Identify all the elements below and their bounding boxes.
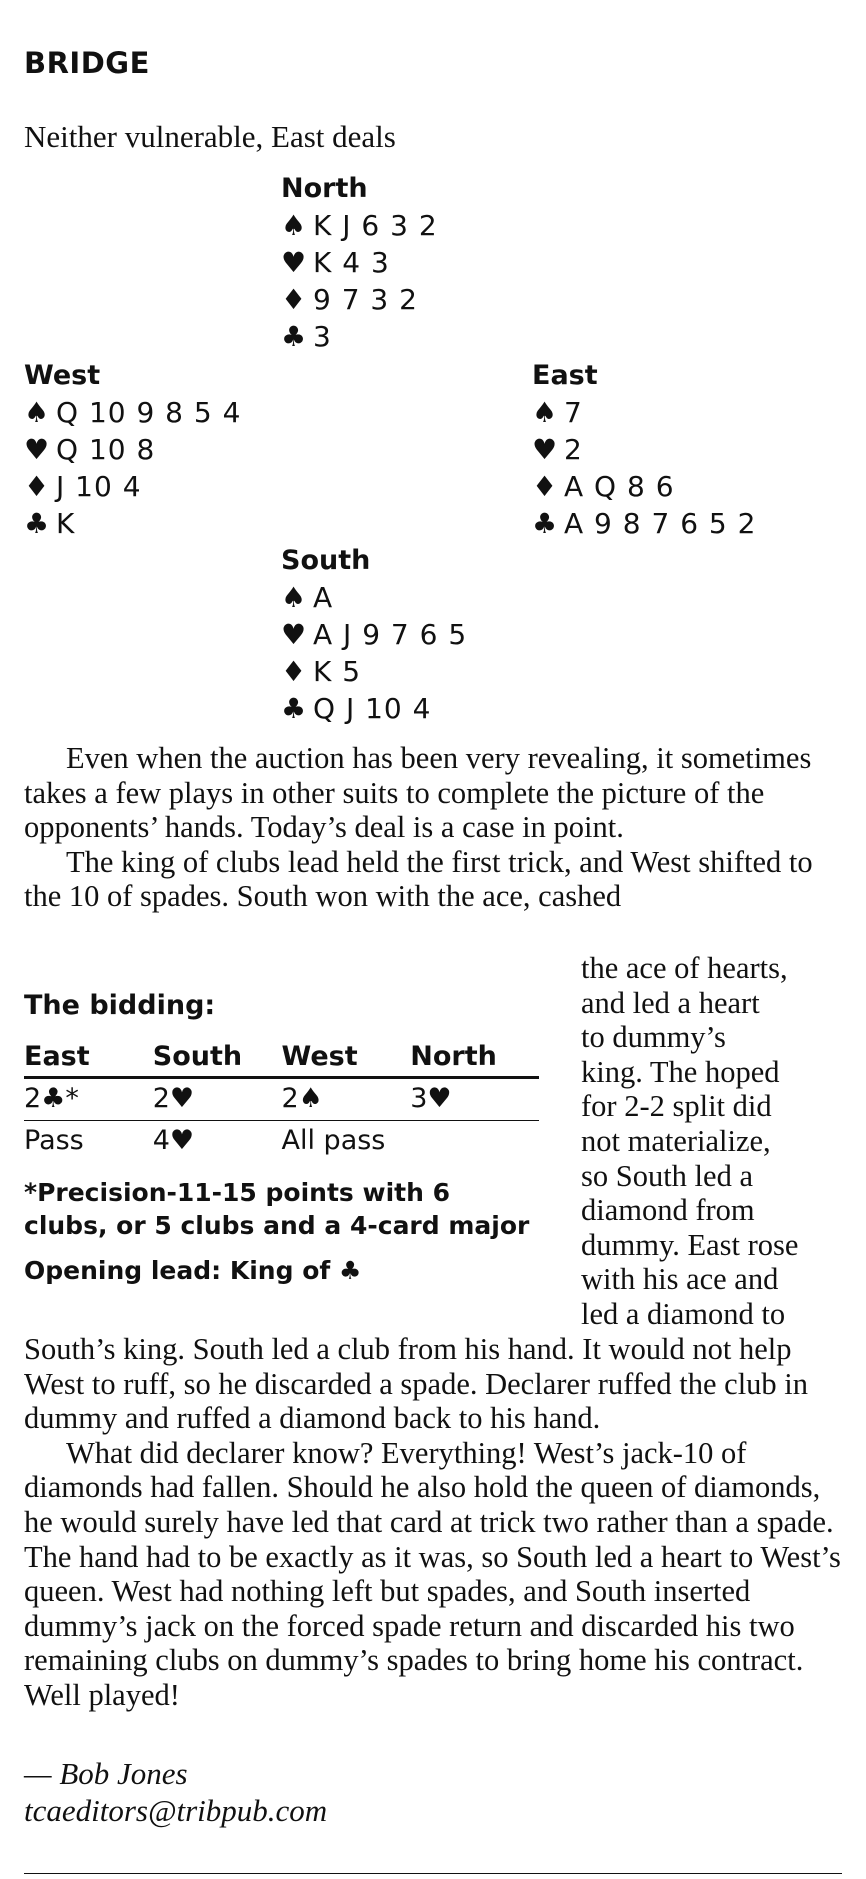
- bidding-note: *Precision-11-15 points with 6 clubs, or 5 clubs and a 4-card major: [24, 1178, 530, 1240]
- heart-icon: ♥: [532, 433, 559, 466]
- east-spades: 7: [564, 396, 583, 429]
- north-diamonds: 9 7 3 2: [313, 283, 418, 316]
- hand-name: East: [532, 360, 598, 391]
- vulnerability-line: Neither vulnerable, East deals: [24, 119, 396, 154]
- spade-icon: ♠: [24, 396, 51, 429]
- club-icon: ♣: [281, 320, 308, 353]
- bidding-header: North: [410, 1041, 539, 1078]
- heart-icon: ♥: [281, 618, 308, 651]
- west-spades: Q 10 9 8 5 4: [56, 396, 242, 429]
- spade-icon: ♠: [532, 396, 559, 429]
- west-hearts: Q 10 8: [56, 433, 156, 466]
- diamond-icon: ♦: [532, 470, 559, 503]
- page-title: BRIDGE: [24, 46, 150, 80]
- article-line: with his ace and: [581, 1262, 779, 1297]
- club-icon: ♣: [281, 692, 308, 725]
- author-email: tcaeditors@tribpub.com: [24, 1793, 328, 1828]
- bid-cell: 2♠: [282, 1078, 411, 1121]
- hand-east: [532, 357, 756, 542]
- article-paragraph: The king of clubs lead held the first trick, and West shifted to the 10 of spades. South won with the ace, cashed: [24, 844, 813, 914]
- bid-cell: 2♥: [153, 1078, 282, 1121]
- west-clubs: K: [56, 507, 76, 540]
- author-name: — Bob Jones: [24, 1756, 188, 1791]
- hand-name: North: [281, 173, 368, 204]
- hand-west: [24, 357, 241, 542]
- article-paragraph: Even when the auction has been very revealing, it sometimes takes a few plays in other suits to complete the picture of the opponents’ hands. Today’s deal is a case in point.: [24, 741, 812, 845]
- diamond-icon: ♦: [281, 283, 308, 316]
- heart-icon: ♥: [281, 246, 308, 279]
- east-diamonds: A Q 8 6: [564, 470, 675, 503]
- club-icon: ♣: [532, 507, 559, 540]
- bidding-title: The bidding:: [24, 990, 216, 1021]
- bidding-header: West: [282, 1041, 411, 1078]
- article-line: diamond from: [581, 1193, 755, 1228]
- article-line: dummy. East rose: [581, 1227, 799, 1262]
- heart-icon: ♥: [24, 433, 51, 466]
- bidding-header: East: [24, 1041, 153, 1078]
- hand-north: [281, 170, 438, 355]
- south-diamonds: K 5: [313, 655, 362, 688]
- bidding-box: [24, 990, 539, 1285]
- hand-name: West: [24, 360, 101, 391]
- bid-cell: Pass: [24, 1125, 84, 1156]
- north-spades: K J 6 3 2: [313, 209, 438, 242]
- signature: [24, 1755, 327, 1829]
- hand-name: South: [281, 545, 371, 576]
- article-line: not materialize,: [581, 1123, 771, 1158]
- article-line: so South led a: [581, 1158, 753, 1193]
- north-hearts: K 4 3: [313, 246, 390, 279]
- article-bottom: [24, 1332, 842, 1713]
- south-clubs: Q J 10 4: [313, 692, 432, 725]
- bid-cell: 4♥: [152, 1125, 195, 1156]
- bottom-divider: [24, 1873, 842, 1874]
- article-paragraph: What did declarer know? Everything! West’s jack-10 of diamonds had fallen. Should he also hold the queen of diamonds, he would surely have led that card at trick two rather than a spade. The hand had to be exactly as it was, so South led a heart to West’s queen. West had nothing left but spades, and South inserted dummy’s jack on the forced spade return and discarded his two remaining clubs on dummy’s spades to bring home his contract. Well played!: [24, 1435, 841, 1712]
- bid-cell: All pass: [281, 1125, 386, 1156]
- bid-cell: [410, 1121, 539, 1163]
- bidding-header: South: [153, 1041, 282, 1078]
- east-clubs: A 9 8 7 6 5 2: [564, 507, 757, 540]
- north-clubs: 3: [313, 320, 332, 353]
- bid-cell: 3♥: [410, 1078, 539, 1121]
- diamond-icon: ♦: [24, 470, 51, 503]
- bid-cell: 2♣*: [24, 1078, 153, 1121]
- article-line: led a diamond to: [581, 1296, 786, 1331]
- spade-icon: ♠: [281, 581, 308, 614]
- article-top: [24, 741, 842, 914]
- article-side-column: [581, 951, 851, 1332]
- diamond-icon: ♦: [281, 655, 308, 688]
- opening-lead: Opening lead: King of ♣: [24, 1256, 362, 1285]
- article-line: for 2-2 split did: [581, 1089, 772, 1124]
- article-line: king. The hoped: [581, 1054, 780, 1089]
- bidding-table: [24, 1041, 539, 1162]
- hand-south: [281, 542, 467, 727]
- south-spades: A: [313, 581, 334, 614]
- west-diamonds: J 10 4: [56, 470, 142, 503]
- article-line: the ace of hearts,: [581, 951, 788, 985]
- spade-icon: ♠: [281, 209, 308, 242]
- club-icon: ♣: [24, 507, 51, 540]
- article-line: to dummy’s: [581, 1020, 726, 1055]
- south-hearts: A J 9 7 6 5: [313, 618, 468, 651]
- east-hearts: 2: [564, 433, 583, 466]
- article-paragraph: South’s king. South led a club from his hand. It would not help West to ruff, so he discarded a spade. Declarer ruffed the club in dummy and ruffed a diamond back to his hand.: [24, 1332, 809, 1436]
- article-line: and led a heart: [581, 985, 760, 1020]
